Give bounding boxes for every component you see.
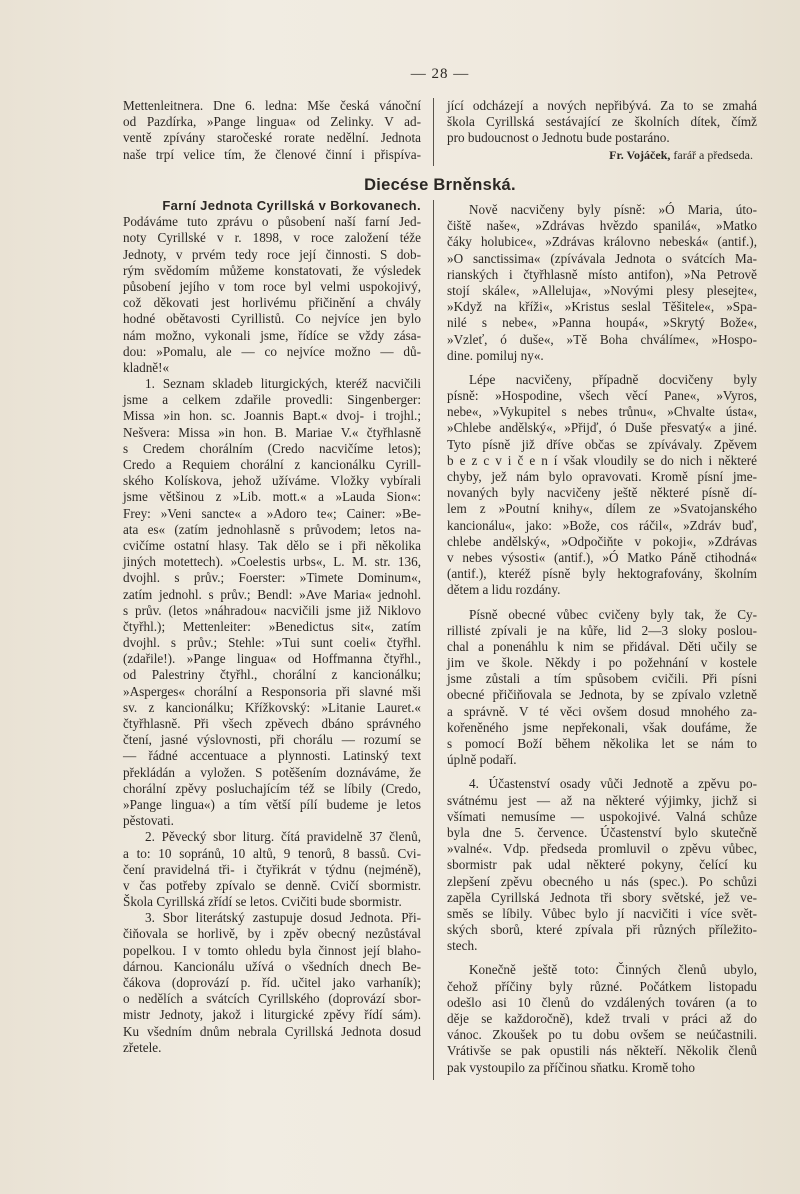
text-line: nám možno, vykonali jsme, řídíce se vždy zása- — [123, 327, 421, 343]
text-line: s Credem chorálním (Credo nacvičíme letos); — [123, 440, 421, 456]
text-line: dárnou. Kancionálu užívá o všedních dnech Be- — [123, 958, 421, 974]
text-line: čehož příčiny byly různé. Počátkem listopadu — [447, 978, 757, 994]
text-line: písně: »Hospodine, všech věcí Pane«, »Vyros, — [447, 388, 757, 404]
text-line: pro budoucnost o Jednotu bude postaráno. — [447, 130, 670, 146]
text-line: zapěla Cyrillská Jednota tři sbory světské, jež ve- — [447, 889, 757, 905]
text-line: sv. z kancionálku; Křížkovský: »Litanie Lauret.« — [123, 699, 421, 715]
text-line: dou: »Pomalu, ale — co nejvíce možno — dů- — [123, 343, 421, 359]
paragraph — [123, 829, 421, 910]
text-line: Konečně ještě toto: Činných členů ubylo, — [469, 962, 757, 978]
paragraph — [447, 962, 757, 1075]
paragraph — [447, 202, 757, 364]
text-line: Podáváme tuto zprávu o působení naší farní Jed- — [123, 214, 421, 230]
text-line: chal a ponenáhlu k nim se přidával. Děti učily se — [447, 638, 757, 654]
text-line: noty Cyrillské v r. 1898, v roce založení téže — [123, 230, 421, 246]
text-line: ventě zpívány staročeské rorate nedělní. Jednota — [123, 130, 421, 146]
text-line: vánoc. Zkoušek po tu dobu ovšem se neúčastnili. — [447, 1027, 757, 1043]
text-line: »Chlebe andělský«, »Přijď, ó Duše přesvatý« a jiné. — [447, 420, 757, 436]
text-line: Tyto písně již dříve občas se zpívávaly. Zpěvem — [447, 436, 757, 452]
text-line: jsme zůstali a tím spůsobem cvičili. Při písni — [447, 671, 757, 687]
text-line: pak vystoupilo za příčinou sňatku. Kromě toho — [447, 1059, 695, 1075]
top-right-lines — [447, 98, 757, 147]
paragraph — [447, 372, 757, 599]
text-line: Jednoty, v prvém tedy roce její činnosti. S dob- — [123, 246, 421, 262]
text-line: od Pazdírka, »Pange lingua« od Zelinky. V ad- — [123, 114, 421, 130]
text-line: Nově nacvičeny byly písně: »Ó Maria, úto- — [469, 202, 757, 217]
text-line: mistr Jednoty, jakož i liturgické zpěvy řídí sám). — [123, 1007, 421, 1023]
text-line: škola Cyrillská sestávající ze školních dítek, čímž — [447, 114, 757, 130]
right-paragraphs — [447, 202, 757, 1076]
text-line: hodné obětavosti Cyrillistů. Co nejvíce jen bylo — [123, 311, 421, 327]
text-line: chorální zpěvy posluchajícím též se líbily (Credo, — [123, 780, 421, 796]
paragraph — [123, 910, 421, 1056]
column-divider-top — [433, 98, 434, 166]
text-line: ata es« (zatím jednohlasně s průvodem; letos na- — [123, 521, 421, 537]
text-line: ských sborů, které zpívala při různých příležito- — [447, 922, 757, 938]
text-line: kořeněného jsme nepřekonali, však doufáme, že — [447, 719, 757, 735]
text-line: »Když na kříži«, »Kristus seslal Těšitele«, »Spa- — [447, 299, 757, 315]
text-line: odešlo asi 10 členů do vzdálených továren (a to — [447, 994, 757, 1010]
section-title: Diecése Brněnská. — [364, 176, 516, 194]
text-line: úplně podaří. — [447, 752, 517, 768]
text-line: v nebes výsosti« (antif.), »Ó Matko Páně ctihodná« — [447, 549, 757, 565]
text-line: »Asperges« chorální a Responsoria při slavné mši — [123, 683, 421, 699]
text-line: Ku všedním dnům nebrala Cyrillská Jednota dosud — [123, 1023, 421, 1039]
text-line: Mettenleitnera. Dne 6. ledna: Mše česká vánoční — [123, 98, 421, 113]
column-divider — [433, 200, 434, 1080]
text-line: 2. Pěvecký sbor liturg. čítá pravidelně 37 členů, — [145, 829, 421, 845]
left-column — [123, 198, 421, 1056]
text-line: čáky holubice«, »Zdrávas královno nebeská« (antif.), — [447, 234, 757, 250]
text-line: v čas potřeby zpívalo se denně. Cvičí sbormistr. — [123, 877, 421, 893]
text-line: jsme většinou z »Lib. mott.« a »Lauda Sion«: — [123, 489, 421, 505]
text-line: b e z c v i č e n í však vloudily se do nich i některé — [447, 452, 757, 468]
text-line: 3. Sbor literátský zastupuje dosud Jednota. Při- — [145, 910, 421, 926]
text-line: čiňovala se horlivě, by i zpěv obecný nezůstával — [123, 926, 421, 942]
report-heading: Farní Jednota Cyrillská v Borkovanech. — [162, 198, 421, 213]
text-line: dvojhl. s prův.; Stehle: »Tui sunt coeli« čtyřhl. — [123, 635, 421, 651]
text-line: s prův. (letos »náhradou« nacvičili jsme již Niklovo — [123, 602, 421, 618]
text-line: popelkou. I v tomto ohledu byla činnost její blaho- — [123, 942, 421, 958]
text-line: nebe«, »Vykupitel s nebes trůnu«, »Chvalte ústa«, — [447, 404, 757, 420]
text-line: a to: 10 sopránů, 10 altů, 9 tenorů, 8 bassů. Cvi- — [123, 845, 421, 861]
text-line: zřetele. — [123, 1039, 162, 1055]
text-line: což děkovati jest horlivému přičinění a chvály — [123, 295, 421, 311]
text-line: od Palestriny čtyřhl., chorální z kancionálku; — [123, 667, 421, 683]
text-line: jiných motettech). »Coelestis urbs«, L. M. str. 136, — [123, 554, 421, 570]
text-line: směs se líbily. Vůbec bylo jí nacvičiti i více svět- — [447, 905, 757, 921]
text-line: zatím jednohl. s prův.; Bendl: »Ave Maria« jednohl. — [123, 586, 421, 602]
paragraph — [447, 607, 757, 769]
text-line: čení pravidelná tři- i čtyřikrát v týdnu (nejméně), — [123, 861, 421, 877]
text-line: Vrátivše se pak opustili nás někteří. Několik členů — [447, 1043, 757, 1059]
text-line: působení jejího v tom roce byl velmi uspokojivý, — [123, 278, 421, 294]
left-paragraphs — [123, 214, 421, 1056]
top-right-continuation — [447, 98, 757, 163]
page-number: — 28 — — [410, 66, 470, 82]
text-line: Missa »in hon. sc. Joannis Bapt.« dvoj- i trojhl.; — [123, 408, 421, 424]
text-line: jící odcházejí a nových nepřibývá. Za to se zmahá — [447, 98, 757, 113]
text-line: rillisté zpívali je na kůře, lid 2—3 sloky poslou- — [447, 622, 757, 638]
text-line: novaných byly nacvičeny ještě některé písně dí- — [447, 485, 757, 501]
text-line: dětem a lidu rozdány. — [447, 582, 561, 598]
text-line: — řádné accentuace a plynnosti. Latinský text — [123, 748, 421, 764]
signature-name: Fr. Vojáček, — [609, 147, 671, 162]
text-line: naše trpí velice tím, že členové činní i přispíva- — [123, 146, 421, 162]
text-line: 1. Seznam skladeb liturgických, kteréž nacvičili — [145, 376, 421, 392]
text-line: cvičíme ostatní hlasy. Tak dělo se i při několika — [123, 537, 421, 553]
text-line: jsme a celkem zdařile provedli: Singenberger: — [123, 392, 421, 408]
text-line: čtyřhlasně. Při všech zpěvech dbáno správného — [123, 716, 421, 731]
signature-role: farář a předseda. — [673, 147, 753, 162]
text-line: překládán a vyložen. S potěšením doznáváme, že — [123, 764, 421, 780]
text-line: dine. pomiluj ny«. — [447, 347, 544, 363]
text-line: »Vzleť, ó duše«, »Tě Boha chválíme«, »Hospo- — [447, 331, 757, 347]
text-line: ského Kolískova, jehož užíváme. Vložky vybírali — [123, 473, 421, 489]
text-line: kladně!« — [123, 359, 170, 375]
text-line: kancionálu«, jako: »Bože, cos ráčil«, »Zdráv buď, — [447, 517, 757, 533]
text-line: všímati nemusíme — uspokojivé. Valná schůze — [447, 808, 757, 824]
signature — [447, 147, 757, 163]
text-line: chlebe andělský«, »Odpočiňte v pokoji«, »Zdrávas — [447, 533, 757, 549]
text-line: »O sanctissima« (zpívávala Jednota o svátcích Ma- — [447, 250, 757, 266]
paragraph — [123, 376, 421, 829]
text-line: čtyřhl.); Mettenleiter: »Benedictus sit«, zatím — [123, 618, 421, 634]
text-line: dvojhl. s prův.; Foerster: »Timete Dominum«, — [123, 570, 421, 586]
text-line: sbormistr pak udal některé pokyny, čelící ku — [447, 857, 757, 873]
paragraph — [447, 776, 757, 954]
text-line: Frey: »Veni sancte« a »Adoro te«; Cainer: »Be- — [123, 505, 421, 521]
text-line: nilé s nebe«, »Panna houpá«, »Skrytý Bože«, — [447, 315, 757, 331]
text-line: čtení, jasné výslovnosti, při chorálu — rozumí se — [123, 732, 421, 748]
text-line: zlepšení zpěvu obecného u nás (spec.). Po schůzi — [447, 873, 757, 889]
text-line: Lépe nacvičeny, případně docvičeny byly — [469, 371, 757, 387]
paragraph — [123, 214, 421, 376]
text-line: stojí skále«, »Alleluja«, »Novými plesy plesejte«, — [447, 282, 757, 298]
text-line: rianských i čtyřhlasně místo antifon), »Na Petrově — [447, 266, 757, 282]
text-line: Písně obecné vůbec cvičeny byly tak, že Cy- — [469, 606, 757, 622]
text-line: Credo a Requiem chorální z kancionálku Cyrill- — [123, 457, 421, 472]
text-line: byla dne 5. července. Účastenství bylo skutečně — [447, 824, 757, 840]
text-line: děje se každoročně), kdež trvali v práci až do — [447, 1011, 757, 1026]
text-line: (zdařile!). »Pange lingua« od Hoffmanna čtyřhl., — [123, 651, 421, 667]
text-line: a správně. V té věci ovšem dosud mnohého za- — [447, 703, 757, 719]
text-line: stech. — [447, 938, 478, 954]
text-line: »valné«. Vdp. předseda promluvil o zpěvu vůbec, — [447, 841, 757, 857]
text-line: o nedělích a svátcích Cyrillského (doprovází sbor- — [123, 991, 421, 1007]
text-line: pěstovati. — [123, 813, 174, 829]
text-line: Škola Cyrillská zřídí se letos. Cvičiti bude sbormistr. — [123, 894, 402, 910]
text-line: jim ve škole. Někdy i po požehnání v kostele — [447, 655, 757, 671]
text-line: lem z »Poutní knihy«, dílem ze »Svatojanského — [447, 501, 757, 517]
text-line: »Pange lingua«) a tím větší pílí budeme je letos — [123, 796, 421, 812]
text-line: 4. Účastenství osady vůči Jednotě a zpěvu po- — [469, 776, 757, 792]
top-left-continuation — [123, 98, 421, 163]
right-column — [447, 202, 757, 1084]
text-line: (antif.), kteréž písně byly hektografovány, školním — [447, 566, 757, 582]
text-line: obecné přičiňovala se Jednota, by se zpívalo vzletně — [447, 687, 757, 703]
text-line: chyby, jež nám bylo opravovati. Kromě písní jme- — [447, 469, 757, 484]
text-line: s pomocí Boží během několika let se nám to — [447, 736, 757, 751]
text-line: čiště naše«, »Zdrávas hvězdo spanilá«, »Matko — [447, 218, 757, 234]
text-line: Nešvera: Missa »in hon. B. Mariae V.« čtyřhlasně — [123, 424, 421, 440]
text-line: rým svědomím můžeme konstatovati, že výsledek — [123, 262, 421, 278]
text-line: svátnému jest — až na některé výjimky, jichž si — [447, 792, 757, 808]
text-line: čákova (doprovází p. říd. učitel jako varhaník); — [123, 975, 421, 990]
